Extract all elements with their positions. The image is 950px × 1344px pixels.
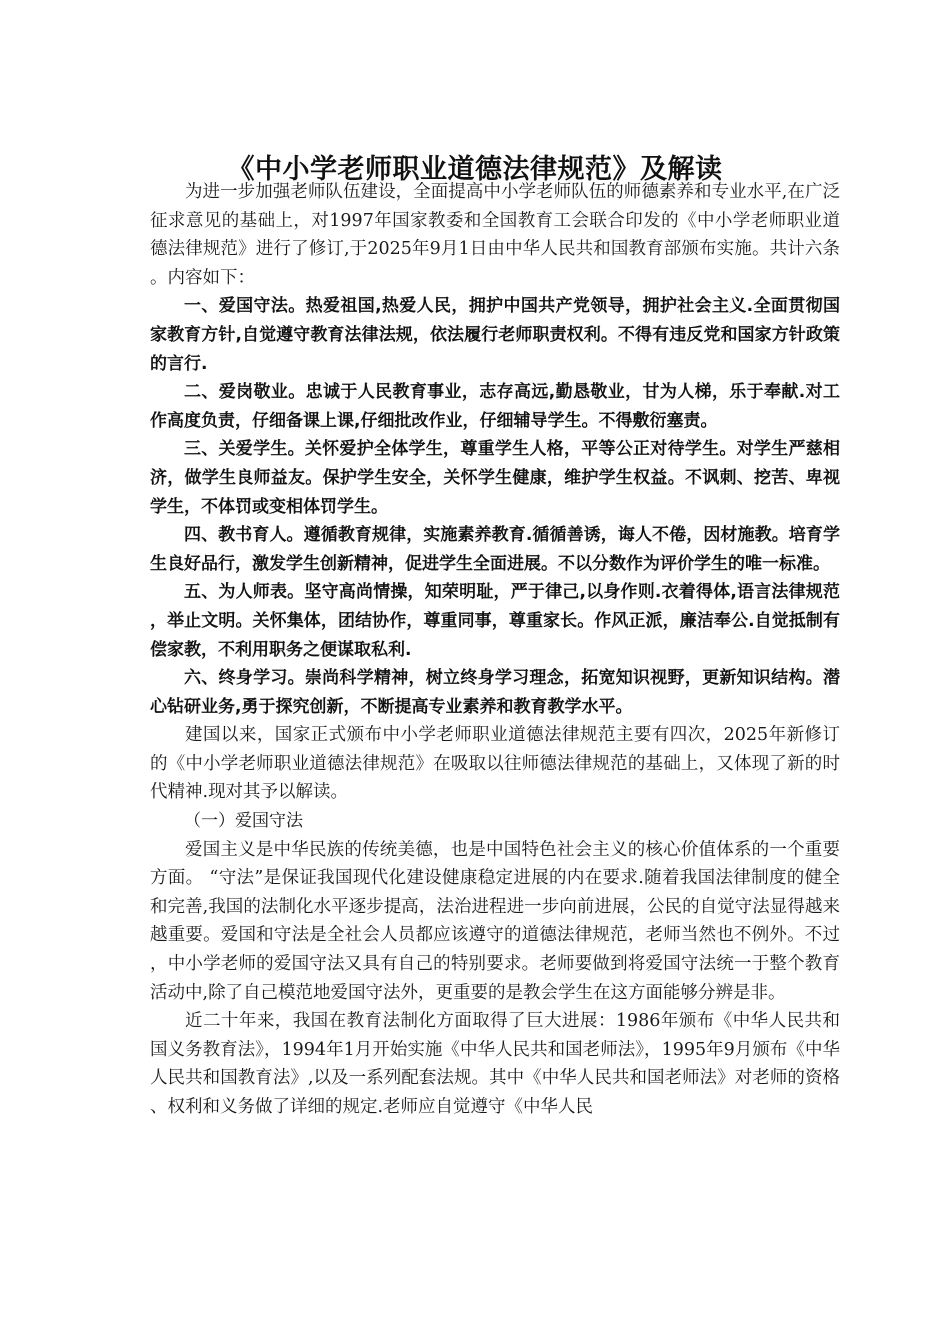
article-3: 三、关爱学生。关怀爱护全体学生，尊重学生人格，平等公正对待学生。对学生严慈相济，做学生良师益友。保护学生安全，关怀学生健康，维护学生权益。不讽刺、挖苦、卑视学生，不体罚或变相体罚学生。 (150, 439, 840, 517)
document-title: 《中小学老师职业道德法律规范》及解读 (227, 154, 723, 186)
article-4: 四、教书育人。遵循教育规律，实施素养教育.循循善诱，诲人不倦，因材施教。培育学生良好品行，激发学生创新精神，促进学生全面进展。不以分数作为评价学生的唯一标准。 (150, 525, 840, 574)
interpretation-intro: 建国以来，国家正式颁布中小学老师职业道德法律规范主要有四次，2025年新修订的《中小学老师职业道德法律规范》在吸取以往师德法律规范的基础上，又体现了新的时代精神.现对其予以解读。 (150, 725, 840, 803)
article-6: 六、终身学习。崇尚科学精神，树立终身学习理念，拓宽知识视野，更新知识结构。潜心钻研业务,勇于探究创新，不断提高专业素养和教育教学水平。 (150, 668, 840, 717)
document-body (150, 178, 840, 1122)
section-paragraph-2: 近二十年来，我国在教育法制化方面取得了巨大进展：1986年颁布《中华人民共和国义务教育法》，1994年1月开始实施《中华人民共和国老师法》，1995年9月颁布《中华人民共和国教育法》,以及一系列配套法规。其中《中华人民共和国老师法》对老师的资格、权利和义务做了详细的规定.老师应自觉遵守《中华人民 (150, 1011, 840, 1117)
section-heading-patriotism: （一）爱国守法 (184, 811, 303, 832)
article-2: 二、爱岗敬业。忠诚于人民教育事业，志存高远,勤恳敬业，甘为人梯，乐于奉献.对工作高度负责，仔细备课上课,仔细批改作业，仔细辅导学生。不得敷衍塞责。 (150, 382, 840, 431)
article-5: 五、为人师表。坚守高尚情操，知荣明耻，严于律己,以身作则.衣着得体,语言法律规范，举止文明。关怀集体，团结协作，尊重同事，尊重家长。作风正派，廉洁奉公.自觉抵制有偿家教，不利用职务之便谋取私利. (150, 582, 840, 660)
section-paragraph-1: 爱国主义是中华民族的传统美德，也是中国特色社会主义的核心价值体系的一个重要方面。 “守法”是保证我国现代化建设健康稳定进展的内在要求.随着我国法律制度的健全和完善,我国的法制化水平逐步提高，法治进程进一步向前进展，公民的自觉守法显得越来越重要。爱国和守法是全社会人员都应该遵守的道德法律规范，老师当然也不例外。不过，中小学老师的爱国守法又具有自己的特别要求。老师要做到将爱国守法统一于整个教育活动中,除了自己模范地爱国守法外，更重要的是教会学生在这方面能够分辨是非。 (150, 839, 840, 1003)
intro-paragraph: 为进一步加强老师队伍建设，全面提高中小学老师队伍的师德素养和专业水平,在广泛征求意见的基础上，对1997年国家教委和全国教育工会联合印发的《中小学老师职业道德法律规范》进行了修订,于2025年9月1日由中华人民共和国教育部颁布实施。共计六条。内容如下： (150, 182, 840, 288)
article-1: 一、爱国守法。热爱祖国,热爱人民，拥护中国共产党领导，拥护社会主义.全面贯彻国家教育方针,自觉遵守教育法律法规，依法履行老师职责权利。不得有违反党和国家方针政策的言行. (150, 296, 840, 374)
